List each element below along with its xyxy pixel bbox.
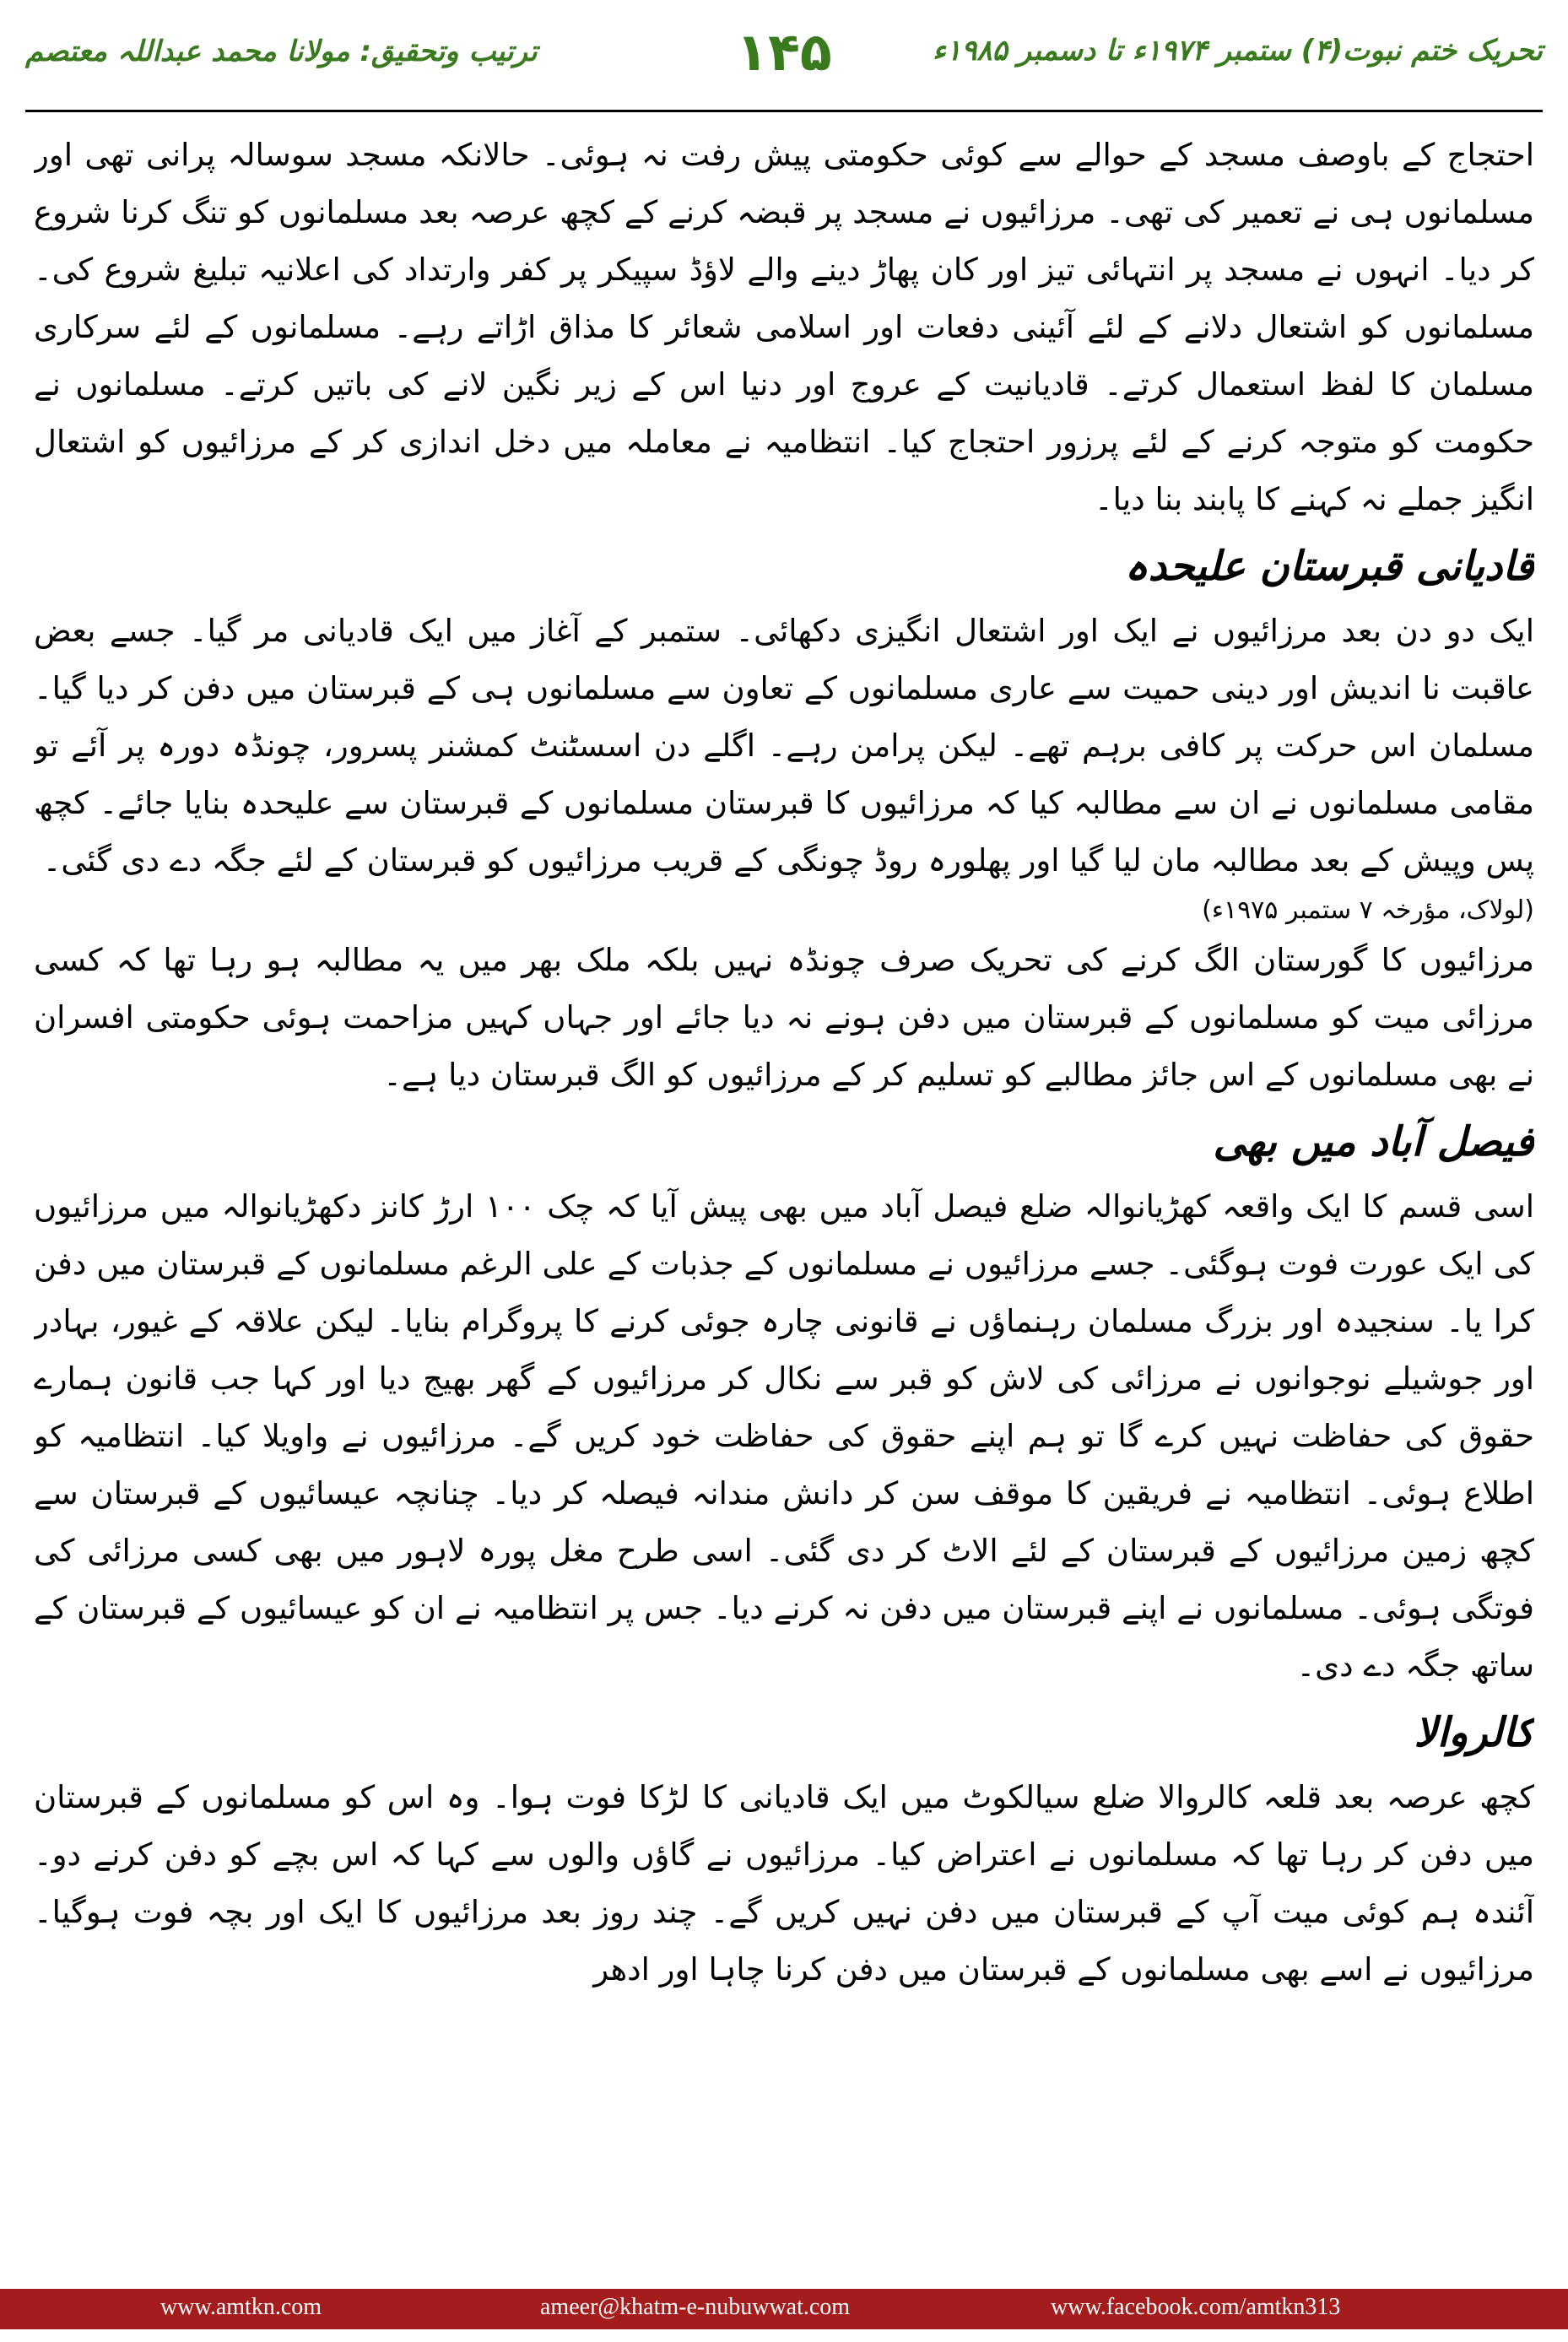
page-header xyxy=(0,0,1568,118)
heading-faisalabad: فیصل آباد میں بھی xyxy=(1213,1118,1534,1166)
paragraph-kalarwala-incident: کچھ عرصہ بعد قلعہ کالروالا ضلع سیالکوٹ میں ایک قادیانی کا لڑکا فوت ہوا۔ وہ اس کو مسلمانوں کے قبرستان میں دفن کر رہا تھا کہ مسلمانوں نے اعتراض کیا۔ مرزائیوں نے گاؤں والوں سے کہا کہ اس بچے کو دفن کرنے دو۔ آئندہ ہم کوئی میت آپ کے قبرستان میں دفن نہیں کریں گے۔ چند روز بعد مرزائیوں کا ایک اور بچہ فوت ہوگیا۔ مرزائیوں نے اسے بھی مسلمانوں کے قبرستان میں دفن کرنا چاہا اور ادھر xyxy=(34,1779,1534,1988)
paragraph-nationwide-demand: مرزائیوں کا گورستان الگ کرنے کی تحریک صرف چونڈہ نہیں بلکہ ملک بھر میں یہ مطالبہ ہو رہا تھا کہ کسی مرزائی میت کو مسلمانوں کے قبرستان میں دفن ہونے نہ دیا جائے اور جہاں کہیں مزاحمت ہوئی حکومتی افسران نے بھی مسلمانوں کے اس جائز مطالبے کو تسلیم کر کے مرزائیوں کو الگ قبرستان دیا ہے۔ xyxy=(34,942,1534,1093)
heading-kalarwala: کالروالا xyxy=(1414,1709,1534,1756)
paragraph-faisalabad-incident: اسی قسم کا ایک واقعہ کھڑیانوالہ ضلع فیصل آباد میں بھی پیش آیا کہ چک ۱۰۰ ارڑ کانز دکھڑیانوالہ میں مرزائیوں کی ایک عورت فوت ہوگئی۔ جسے مرزائیوں نے مسلمانوں کے جذبات کے علی الرغم مسلمانوں کے قبرستان میں دفن کرا یا۔ سنجیدہ اور بزرگ مسلمان رہنماؤں نے قانونی چارہ جوئی کرنے کا پروگرام بنایا۔ لیکن علاقہ کے غیور، بہادر اور جوشیلے نوجوانوں نے مرزائی کی لاش کو قبر سے نکال کر مرزائیوں کے گھر بھیج دیا اور کہا جب قانون ہمارے حقوق کی حفاظت نہیں کرے گا تو ہم اپنے حقوق کی حفاظت خود کریں گے۔ مرزائیوں نے واویلا کیا۔ انتظامیہ کو اطلاع ہوئی۔ انتظامیہ نے فریقین کا موقف سن کر دانش مندانہ فیصلہ کر دیا۔ چنانچہ عیسائیوں کے قبرستان سے کچھ زمین مرزائیوں کے قبرستان کے لئے الاٹ کر دی گئی۔ اسی طرح مغل پورہ لاہور میں بھی کسی مرزائی کی فوتگی ہوئی۔ مسلمانوں نے اپنے قبرستان میں دفن نہ کرنے دیا۔ جس پر انتظامیہ نے ان کو عیسائیوں کے قبرستان کے ساتھ جگہ دے دی۔ xyxy=(34,1188,1534,1684)
page-footer xyxy=(0,2289,1568,2329)
footer-email-link[interactable]: ameer@khatm-e-nubuwwat.com xyxy=(540,2294,851,2320)
paragraph-mosque-protest: احتجاج کے باوصف مسجد کے حوالے سے کوئی حکومتی پیش رفت نہ ہوئی۔ حالانکہ مسجد سوسالہ پرانی تھی اور مسلمانوں ہی نے تعمیر کی تھی۔ مرزائیوں نے مسجد پر قبضہ کرنے کے کچھ عرصہ بعد مسلمانوں کو تنگ کرنا شروع کر دیا۔ انہوں نے مسجد پر انتہائی تیز اور کان پھاڑ دینے والے لاؤڈ سپیکر پر کفر وارتداد کی اعلانیہ تبلیغ شروع کی۔ مسلمانوں کو اشتعال دلانے کے لئے آئینی دفعات اور اسلامی شعائر کا مذاق اڑاتے رہے۔ مسلمانوں کے لئے سرکاری مسلمان کا لفظ استعمال کرتے۔ قادیانیت کے عروج اور دنیا اس کے زیر نگین لانے کی باتیں کرتے۔ مسلمانوں نے حکومت کو متوجہ کرنے کے لئے پرزور احتجاج کیا۔ انتظامیہ نے معاملہ میں دخل اندازی کر کے مرزائیوں کو اشتعال انگیز جملے نہ کہنے کا پابند بنا دیا۔ xyxy=(34,137,1534,517)
page-body xyxy=(34,127,1534,2194)
footer-website-link[interactable]: www.amtkn.com xyxy=(160,2294,322,2320)
header-divider xyxy=(25,110,1543,112)
footer-facebook-link[interactable]: www.facebook.com/amtkn313 xyxy=(1051,2294,1341,2320)
page-number: ۱۴۵ xyxy=(736,21,832,83)
compiler-credit: ترتیب وتحقیق: مولانا محمد عبداللہ معتصم xyxy=(25,35,538,68)
citation-laulak: (لولاک، مؤرخہ ۷ ستمبر ۱۹۷۵ء) xyxy=(1202,895,1534,925)
heading-separate-graveyard: قادیانی قبرستان علیحدہ xyxy=(1124,543,1534,590)
book-title: تحریک ختم نبوت(۴) ستمبر ۱۹۷۴ء تا دسمبر ۱۹۸۵ء xyxy=(932,34,1543,68)
paragraph-chawinda-graveyard: ایک دو دن بعد مرزائیوں نے ایک اور اشتعال انگیزی دکھائی۔ ستمبر کے آغاز میں ایک قادیانی مر گیا۔ جسے بعض عاقبت نا اندیش اور دینی حمیت سے عاری مسلمانوں کے تعاون سے مسلمانوں ہی کے قبرستان میں دفن کر دیا گیا۔ مسلمان اس حرکت پر کافی برہم تھے۔ لیکن پرامن رہے۔ اگلے دن اسسٹنٹ کمشنر پسرور، چونڈہ دورہ پر آئے تو مقامی مسلمانوں نے ان سے مطالبہ کیا کہ مرزائیوں کا قبرستان مسلمانوں کے قبرستان سے علیحدہ بنایا جائے۔ کچھ پس وپیش کے بعد مطالبہ مان لیا گیا اور پھلورہ روڈ چونگی کے قریب مرزائیوں کو قبرستان کے لئے جگہ دے دی گئی۔ xyxy=(34,613,1534,879)
